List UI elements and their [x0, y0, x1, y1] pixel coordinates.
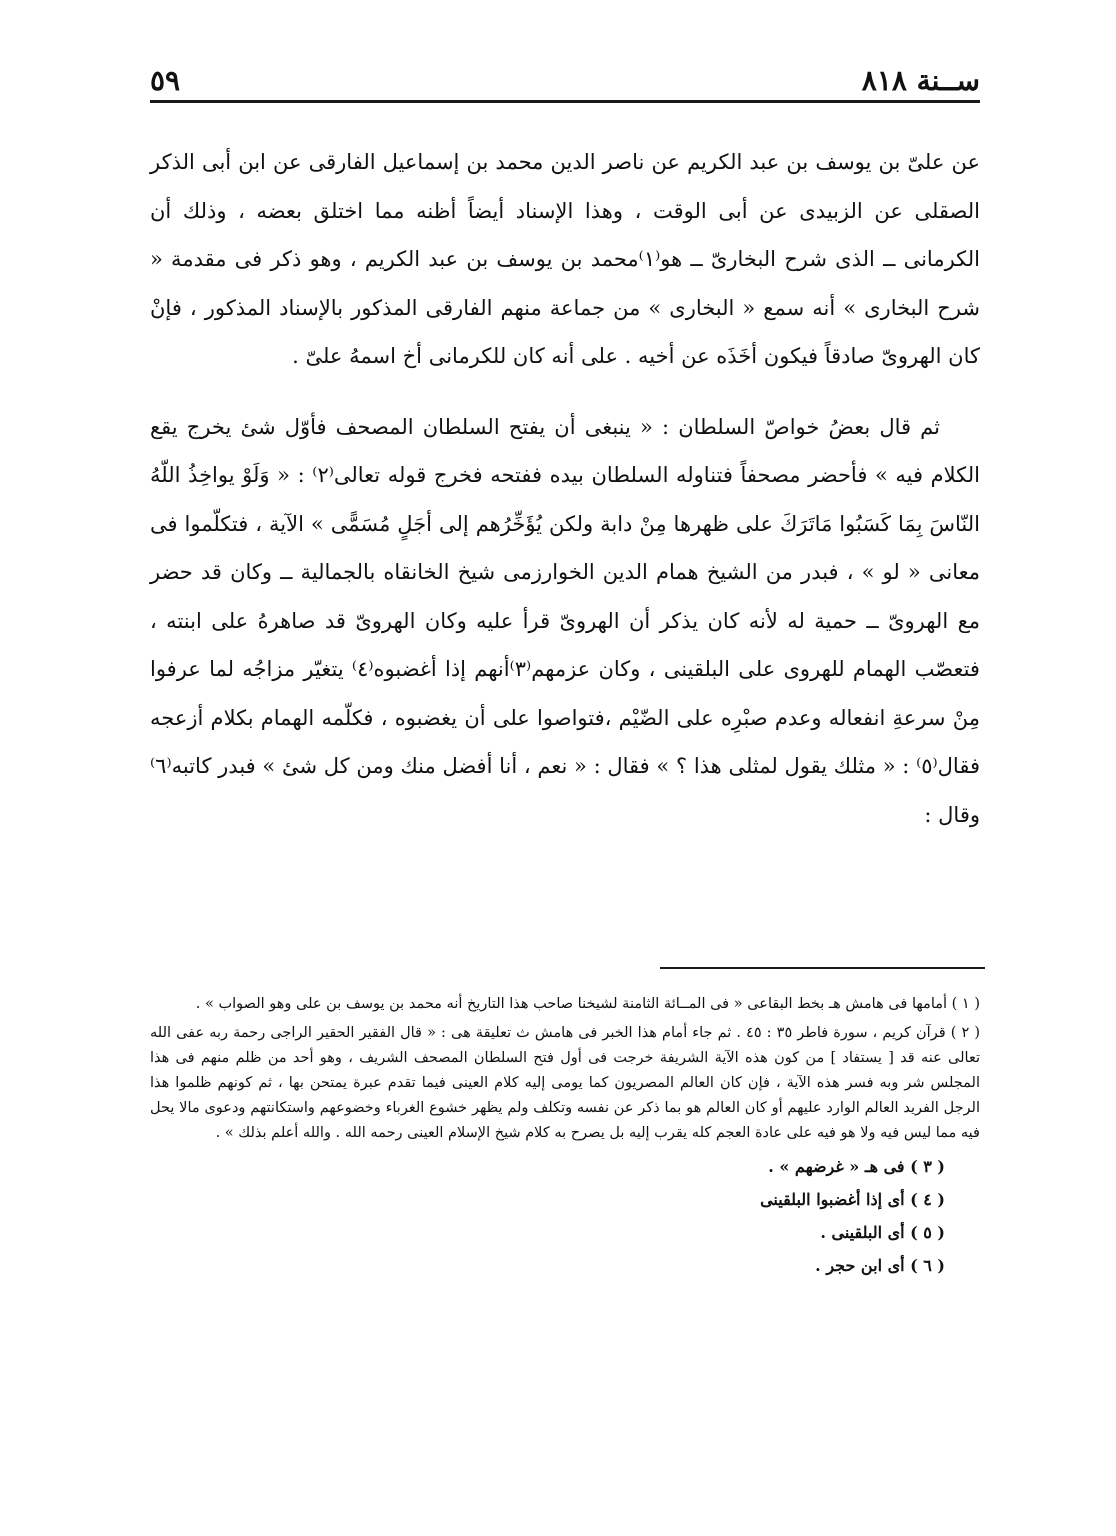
footnote-2: ( ٢ ) قرآن كريم ، سورة فاطر ٣٥ : ٤٥ . ثم جاء أمام هذا الخبر فى هامش ث تعليقة هى : « قال الفقير الحقير الراجى رحمة ربه عفى الله تعالى عنه قد [ يستفاد ] من كون هذه الآية الشريفة خرجت فى أول فتح السلطان المصحف الشريف ، وهو أحد من ظلم منهم فى هذا المجلس شر وبه فسر هذه الآية ، فإن كان العالم المصريون كما يومى إليه كلام العينى فيما تقدم عبرة يمتحن بها ، ثم كونهم ظلموا هذا الرجل الفريد العالم الوارد عليهم أو كان العالم هو بما ذكر عن نفسه وتكلف ولم يظهر خشوع الغرباء وخضوعهم واستكانتهم ودعوى مالا يحل فيه مما ليس فيه ولا هو فيه على عادة العجم كله يقرب إليه بل يصرح به كلام شيخ الإسلام العينى رحمه الله . والله أعلم بذلك » .	[150, 1025, 980, 1141]
footnotes	[150, 992, 980, 1282]
footnote-separator	[660, 967, 985, 969]
paragraph: ثم قال بعضُ خواصّ السلطان : « ينبغى أن يفتح السلطان المصحف فأوّل شئ يخرج يقع الكلام فيه » فأحضر مصحفاً فتناوله السلطان بيده ففتحه فخرج قوله تعالى⁽٢⁾ : « وَلَوْ يواخِذُ اللّهُ النّاسَ بِمَا كَسَبُوا مَاتَرَكَ على ظهرها مِنْ دابة ولكن يُؤَخِّرُهم إلى أجَلٍ مُسَمًّى » الآية ، فتكلّموا فى معانى « لو » ، فبدر من الشيخ همام الدين الخوارزمى شيخ الخانقاه بالجمالية ــ وكان قد حضر مع الهروىّ ــ حمية له لأنه كان يذكر أن الهروىّ قرأ عليه وكان الهروىّ قد صاهرهُ على ابنته ، فتعصّب الهمام للهروى على البلقينى ، وكان عزمهم⁽٣⁾أنهم إذا أغضبوه⁽٤⁾ يتغيّر مزاجُه لما عرفوا مِنْ سرعةِ انفعاله وعدم صبْرِه على الضّيْم ،فتواصوا على أن يغضبوه ، فكلّمه الهمام بكلام أزعجه فقال⁽٥⁾ : « مثلك يقول لمثلى هذا ؟ » فقال : « نعم ، أنا أفضل منك ومن كل شئ » فبدر كاتبه⁽٦⁾ وقال :	[150, 414, 980, 827]
footnote-3: ( ٣ ) فى هـ « غرضهم » .	[768, 1157, 945, 1176]
paragraph: عن علىّ بن يوسف بن عبد الكريم عن ناصر الدين محمد بن إسماعيل الفارقى عن ابن أبى الذكر الصقلى عن الزبيدى عن أبى الوقت ، وهذا الإسناد أيضاً أظنه مما اختلق بعضه ، وذلك أن الكرمانى ــ الذى شرح البخارىّ ــ هو⁽١⁾محمد بن يوسف بن عبد الكريم ، وهو ذكر فى مقدمة « شرح البخارى » أنه سمع « البخارى » من جماعة منهم الفارقى المذكور بالإسناد المذكور ، فإنْ كان الهروىّ صادقاً فيكون أخَذَه عن أخيه . على أنه كان للكرمانى أخ اسمهُ علىّ .	[150, 150, 981, 368]
footnote-5: ( ٥ ) أى البلقينى .	[820, 1223, 945, 1242]
main-text	[150, 138, 980, 839]
footnote-1: ( ١ ) أمامها فى هامش هـ بخط البقاعى « فى المــائة الثامنة لشيخنا صاحب هذا التاريخ أنه محمد بن يوسف بن على وهو الصواب » .	[195, 996, 980, 1012]
running-head-year: ســنة ٨١٨	[861, 64, 980, 97]
footnote-4: ( ٤ ) أى إذا أغضبوا البلقينى	[760, 1190, 945, 1209]
page-number: ٥٩	[150, 64, 181, 97]
header-rule	[150, 100, 980, 103]
footnote-6: ( ٦ ) أى ابن حجر .	[815, 1256, 945, 1275]
page-header	[150, 60, 980, 100]
